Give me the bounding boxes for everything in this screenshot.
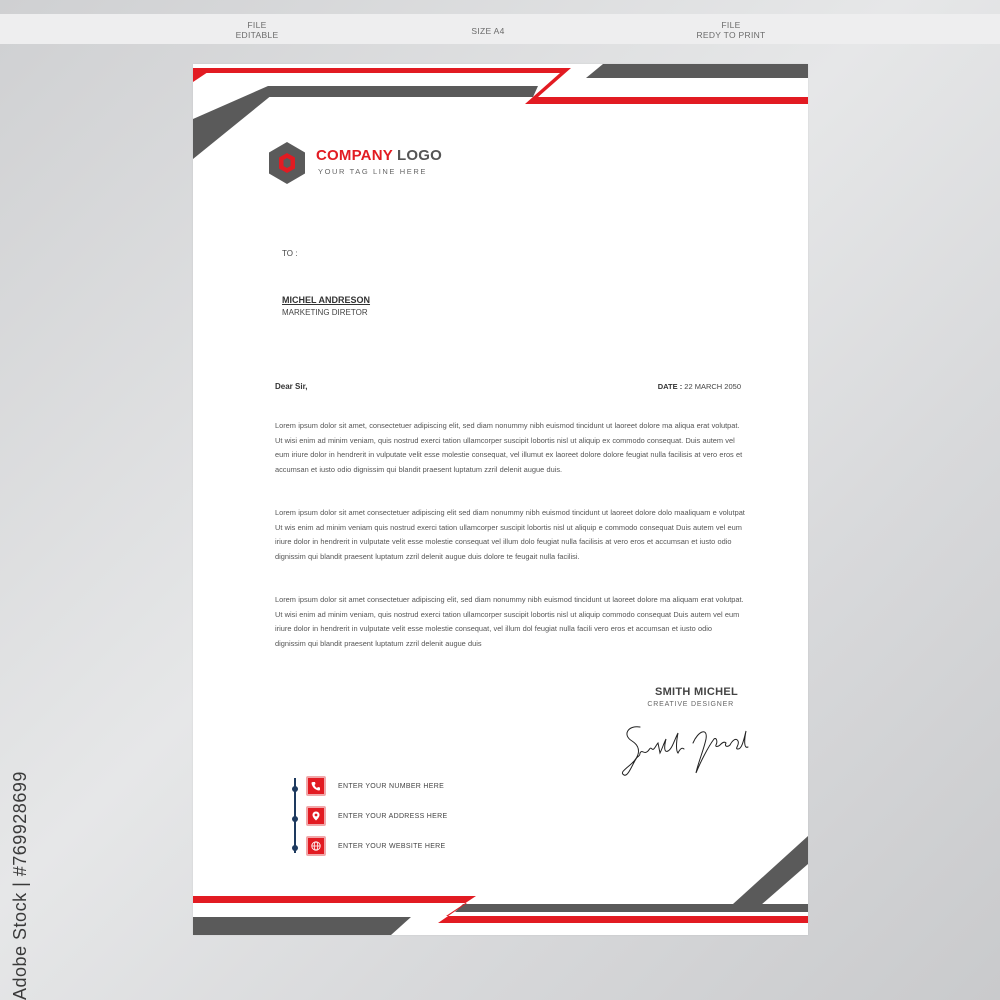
globe-icon — [306, 836, 326, 856]
timeline-dot — [292, 816, 298, 822]
letterhead-page — [193, 64, 808, 935]
body-paragraph-3: Lorem ipsum dolor sit amet consectetuer adipiscing elit, sed diam nonummy nibh euismod tincidunt ut laoreet dolore ma aliquam erat volutpat. Ut wisi enim ad minim veniam, quis nostrud exerci tation ullamcorper suscipit lobortis nisl ut aliquip commodo consequat Duis autem vel eum iriure dolor in hendrerit in vulputate velit esse molestie consequat, vel illum dol feugiat nulla facili vero eros et accumsan et iusto odio dignissim qui blandit praesent luptatum zzril delenit augue duis — [275, 595, 744, 648]
top-gray-line — [263, 86, 538, 97]
top-red-corner — [193, 72, 208, 82]
phone-icon — [306, 776, 326, 796]
file-label-right: FILE — [721, 20, 741, 30]
file-editable-label — [227, 20, 287, 40]
contact-phone-label: ENTER YOUR NUMBER HERE — [338, 783, 445, 790]
signatory-name: SMITH MICHEL — [654, 686, 738, 698]
recipient-name: MICHEL ANDRESON — [282, 295, 371, 305]
decorative-shapes — [193, 64, 808, 935]
greeting: Dear Sir, — [275, 382, 308, 391]
bottom-gray-line — [455, 904, 808, 912]
to-label: TO : — [282, 249, 298, 258]
top-info-bar — [0, 14, 1000, 44]
bottom-right-gray-wedge — [733, 836, 808, 912]
file-label: FILE — [247, 20, 267, 30]
stock-watermark: Adobe Stock | #769928699 — [10, 771, 30, 1000]
company-word: COMPANY — [316, 147, 393, 164]
bottom-left-gray-bar — [193, 917, 411, 935]
editable-label: EDITABLE — [235, 30, 279, 40]
recipient-title: MARKETING DIRETOR — [282, 308, 368, 317]
logo-word: LOGO — [392, 147, 443, 164]
date-line — [658, 382, 741, 391]
body-paragraph-2: Lorem ipsum dolor sit amet consectetuer adipiscing elit sed diam nonummy nibh euismod tincidunt ut laoreet dolore dolo maaliquam e volutpat Ut wis enim ad minim veniam quis nostrud exerci tation ullamcorper suscipit lobortis nisl ut aliquip e commodo consequat Duis autem vel eum iriure dolor in hendrerit in vulputate velit esse molestie consequat vel illum dolo feugiat nulla facilisis at vero eros et accumsan et iusto odio dignissim qui blandit praesent luptatum zzril delenit augue duis dolore te feugait nulla facilisi. — [275, 508, 745, 561]
contact-address-label: ENTER YOUR ADDRESS HERE — [338, 813, 448, 820]
ready-to-print-label — [690, 20, 772, 40]
hexagon-logo-icon — [269, 142, 305, 184]
signatory-role: CREATIVE DESIGNER — [647, 701, 734, 708]
body-paragraph-1: Lorem ipsum dolor sit amet, consectetuer adipiscing elit, sed diam nonummy nibh euismod tincidunt ut laoreet dolore ma aliqua erat volutpat. Ut wisi enim ad minim veniam, quis nostrud exerci tation ullamcorper suscipit lobortis nisl ut aliquip ex commodo consequat. Duis autem vel eum iriure dolor in hendrerit in vulputate velit esse molestie consequat, vel illumut ex laoreet dolore dolore feugiat nulla facilisis at vero eros et accumsan et iusto odio dignissim qui blandit praesent luptatum zzril delenit augue duis. — [275, 421, 743, 474]
timeline-dot — [292, 786, 298, 792]
timeline-dot — [292, 845, 298, 851]
contact-website-label: ENTER YOUR WEBSITE HERE — [338, 843, 446, 850]
company-logo-text — [316, 147, 442, 164]
location-icon — [306, 806, 326, 826]
tagline: YOUR TAG LINE HERE — [318, 167, 427, 176]
handwritten-signature — [618, 719, 753, 779]
size-label: SIZE A4 — [471, 26, 505, 36]
date-value: 22 MARCH 2050 — [682, 382, 741, 391]
top-right-gray-bar — [586, 64, 808, 78]
date-label: DATE : — [657, 382, 683, 391]
ready-label: REDY TO PRINT — [696, 30, 766, 40]
